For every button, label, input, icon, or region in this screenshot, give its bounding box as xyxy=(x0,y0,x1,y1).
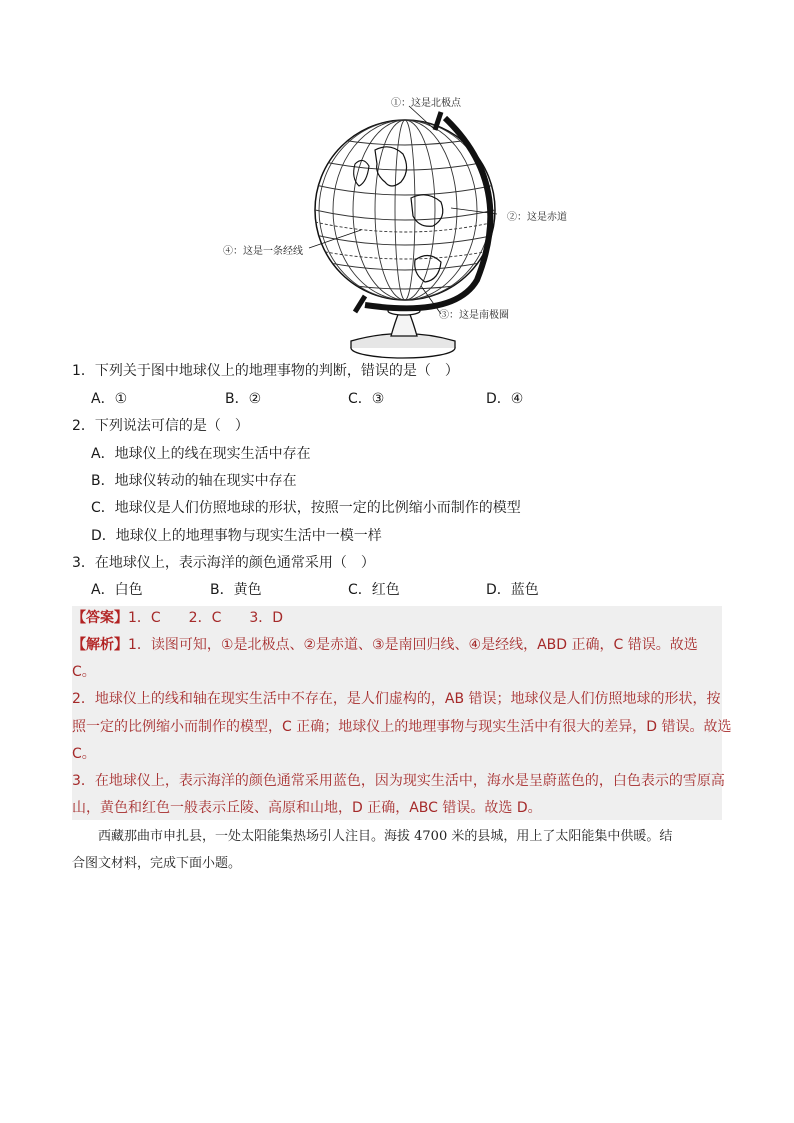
q1-option-d: D．④ xyxy=(486,391,524,407)
passage-line-1: 西藏那曲市申扎县，一处太阳能集热场引人注目。海拔 4700 米的县城，用上了太阳能集中供暖。结 xyxy=(72,829,673,844)
q3-option-c: C．红色 xyxy=(348,582,400,598)
q1-option-b: B．② xyxy=(225,391,262,407)
analysis-line-1 xyxy=(72,635,698,655)
q1-option-a: A．① xyxy=(91,391,128,407)
globe-figure xyxy=(215,90,585,362)
label-antarctic-circle: ③：这是南极圈 xyxy=(439,310,509,321)
q3-option-d: D．蓝色 xyxy=(486,582,539,598)
question-2-stem: 2．下列说法可信的是（ ） xyxy=(72,418,249,434)
label-meridian: ④：这是一条经线 xyxy=(223,246,303,257)
q3-option-a: A．白色 xyxy=(91,582,143,598)
analysis-line-4: 照一定的比例缩小而制作的模型，C 正确；地球仪上的地理事物与现实生活中有很大的差异，D 错误。故选 xyxy=(72,719,732,735)
analysis-line-7: 山，黄色和红色一般表示丘陵、高原和山地，D 正确，ABC 错误。故选 D。 xyxy=(72,800,542,816)
q3-option-b: B．黄色 xyxy=(210,582,262,598)
analysis-line-2: C。 xyxy=(72,664,96,680)
question-3-stem: 3．在地球仪上，表示海洋的颜色通常采用（ ） xyxy=(72,555,375,571)
label-north-pole: ①：这是北极点 xyxy=(391,98,461,109)
analysis-line-3: 2．地球仪上的线和轴在现实生活中不存在，是人们虚构的，AB 错误；地球仪是人们仿照地球的形状，按 xyxy=(72,691,721,707)
globe-illustration xyxy=(215,90,585,362)
q2-option-a: A．地球仪上的线在现实生活中存在 xyxy=(91,446,311,462)
q2-option-c: C．地球仪是人们仿照地球的形状，按照一定的比例缩小而制作的模型 xyxy=(91,500,521,516)
question-1-stem: 1．下列关于图中地球仪上的地理事物的判断，错误的是（ ） xyxy=(72,363,459,379)
answer-line xyxy=(72,608,283,628)
passage-line-2: 合图文材料，完成下面小题。 xyxy=(72,856,242,871)
label-equator: ②：这是赤道 xyxy=(507,212,567,223)
analysis-line-5: C。 xyxy=(72,746,96,762)
q2-option-b: B．地球仪转动的轴在现实中存在 xyxy=(91,473,297,489)
q1-option-c: C．③ xyxy=(348,391,385,407)
answer-text: 1．C 2．C 3．D xyxy=(128,610,284,626)
answer-tag: 【答案】 xyxy=(72,610,128,626)
analysis-tag: 【解析】 xyxy=(72,637,128,653)
analysis-text-1: 1．读图可知，①是北极点、②是赤道、③是南回归线、④是经线，ABD 正确，C 错误。故选 xyxy=(128,637,698,653)
analysis-line-6: 3．在地球仪上，表示海洋的颜色通常采用蓝色，因为现实生活中，海水是呈蔚蓝色的，白色表示的雪原高 xyxy=(72,773,725,789)
q2-option-d: D．地球仪上的地理事物与现实生活中一模一样 xyxy=(91,528,382,544)
